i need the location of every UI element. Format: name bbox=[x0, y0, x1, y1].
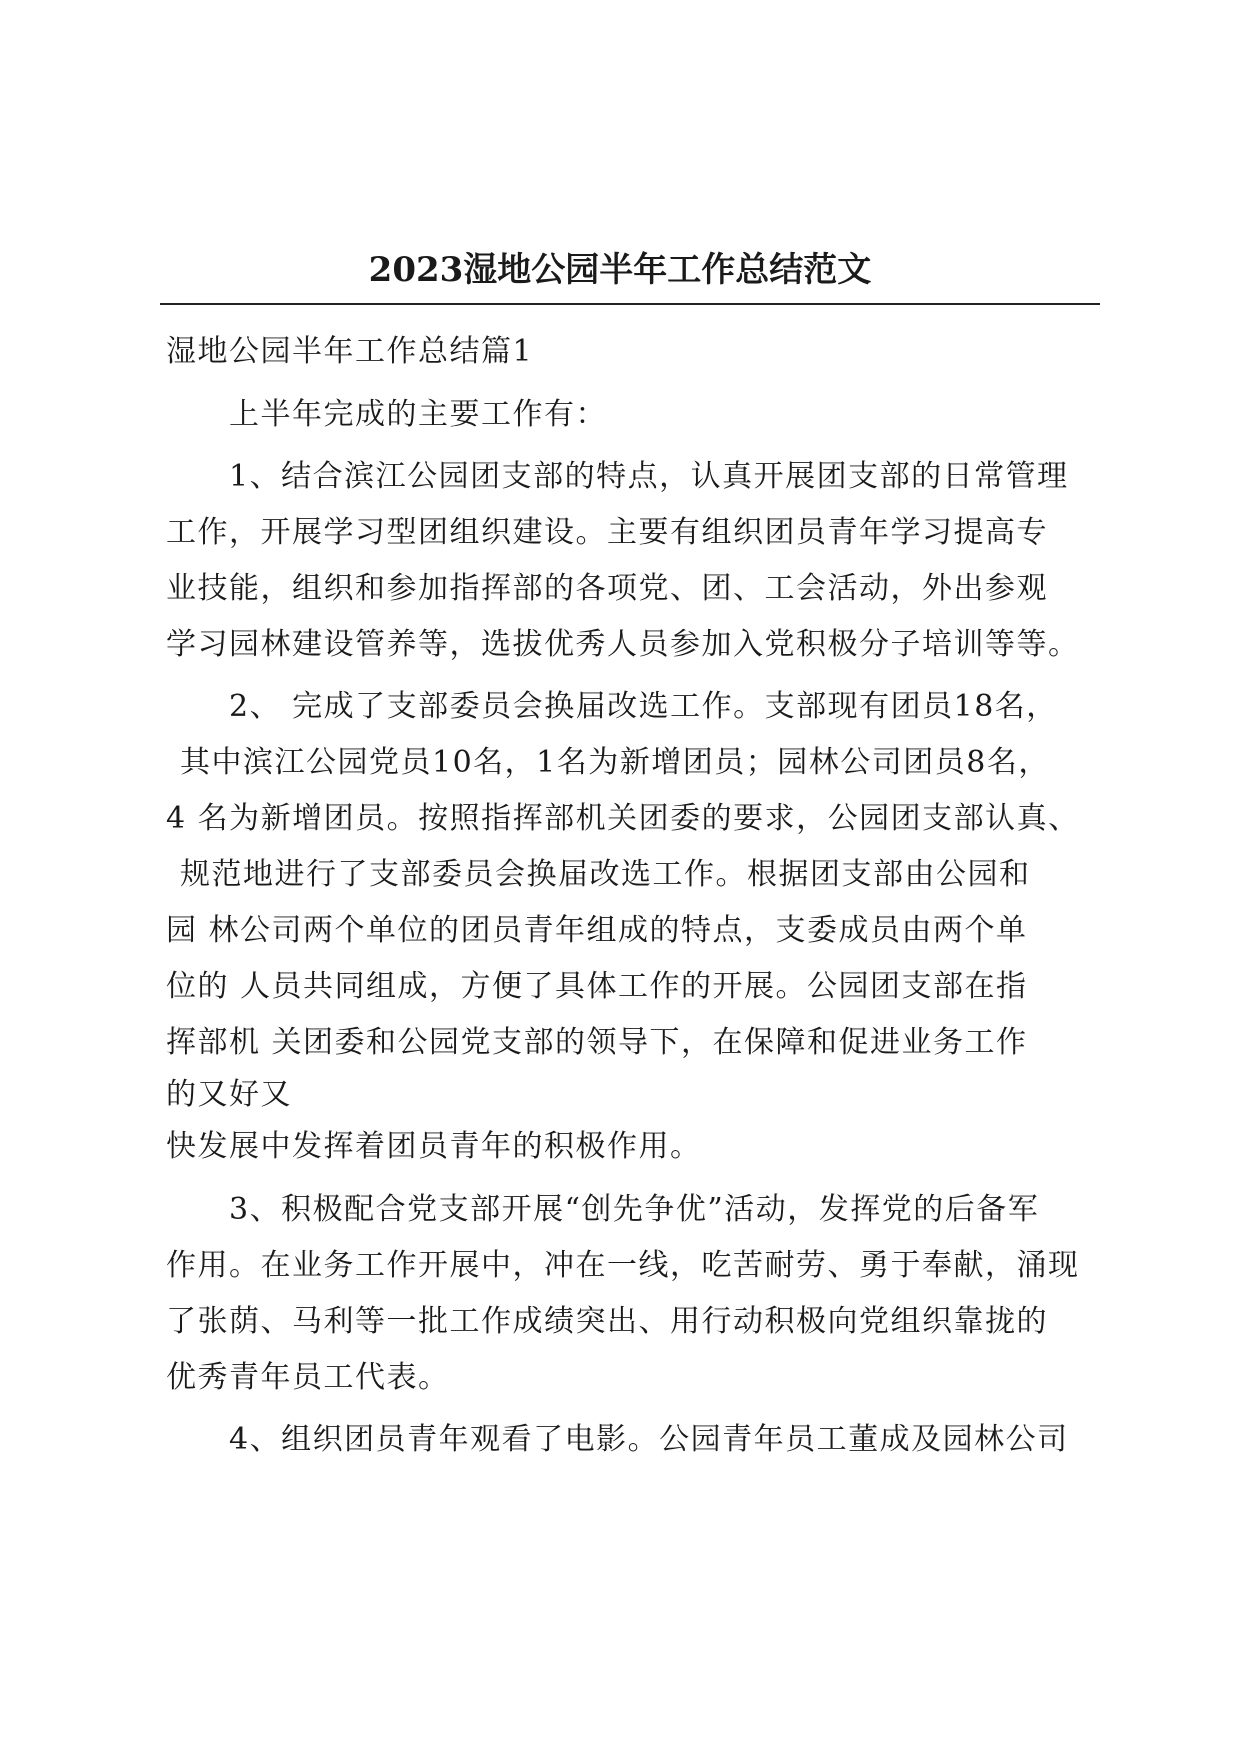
paragraph-2-line: 2、 完成了支部委员会换届改选工作。支部现有团员18名， bbox=[229, 689, 1058, 724]
paragraph-2-line: 其中滨江公园党员10名，1名为新增团员；园林公司团员8名， bbox=[180, 745, 1050, 780]
paragraph-1-line: 1、结合滨江公园团支部的特点，认真开展团支部的日常管理 bbox=[229, 459, 1069, 494]
paragraph-3-line: 优秀青年员工代表。 bbox=[166, 1360, 450, 1395]
document-title: 2023湿地公园半年工作总结范文 bbox=[368, 250, 872, 290]
title-underline bbox=[160, 303, 1100, 305]
paragraph-1-line: 业技能，组织和参加指挥部的各项党、团、工会活动，外出参观 bbox=[166, 571, 1048, 606]
section-heading: 湿地公园半年工作总结篇1 bbox=[166, 334, 534, 369]
paragraph-2-line: 快发展中发挥着团员青年的积极作用。 bbox=[166, 1129, 702, 1164]
paragraph-1-line: 工作，开展学习型团组织建设。主要有组织团员青年学习提高专 bbox=[166, 515, 1048, 550]
paragraph-3-line: 3、积极配合党支部开展“创先争优”活动，发挥党的后备军 bbox=[229, 1192, 1040, 1227]
paragraph-2-line: 的又好又 bbox=[166, 1077, 292, 1112]
paragraph-4-line: 4、组织团员青年观看了电影。公园青年员工董成及园林公司 bbox=[229, 1422, 1069, 1457]
intro-line: 上半年完成的主要工作有： bbox=[229, 397, 607, 432]
paragraph-1-line: 学习园林建设管养等，选拔优秀人员参加入党积极分子培训等等。 bbox=[166, 627, 1080, 662]
paragraph-3-line: 了张荫、马利等一批工作成绩突出、用行动积极向党组织靠拢的 bbox=[166, 1304, 1048, 1339]
paragraph-2-line: 挥部机 关团委和公园党支部的领导下，在保障和促进业务工作 bbox=[166, 1025, 1028, 1060]
paragraph-2-line: 规范地进行了支部委员会换届改选工作。根据团支部由公园和 bbox=[180, 857, 1031, 892]
paragraph-2-line: 4 名为新增团员。按照指挥部机关团委的要求，公园团支部认真、 bbox=[166, 801, 1080, 836]
paragraph-2-line: 位的 人员共同组成，方便了具体工作的开展。公园团支部在指 bbox=[166, 969, 1028, 1004]
paragraph-3-line: 作用。在业务工作开展中，冲在一线，吃苦耐劳、勇于奉献，涌现 bbox=[166, 1248, 1080, 1283]
paragraph-2-line: 园 林公司两个单位的团员青年组成的特点，支委成员由两个单 bbox=[166, 913, 1028, 948]
